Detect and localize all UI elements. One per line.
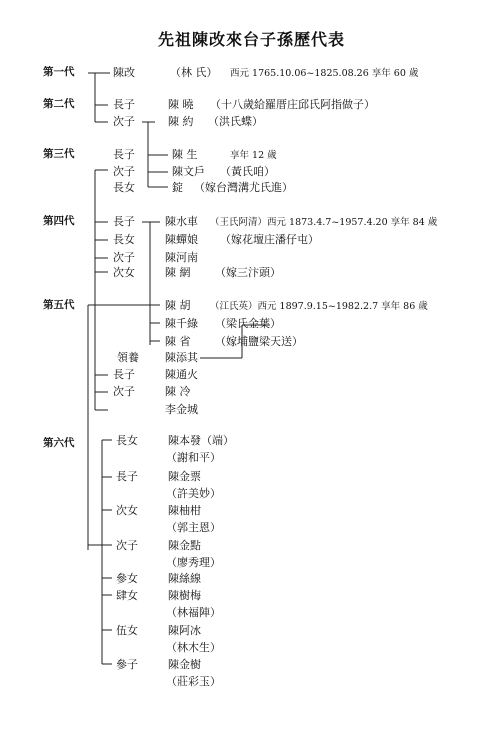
gen6-name: 陳絲線 — [168, 572, 201, 585]
gen6-name: 陳金票 — [168, 470, 201, 483]
gen6-name: 陳柚柑 — [168, 504, 201, 517]
gen5-name: 陳通火 — [165, 368, 198, 381]
gen3-note: （黃氏咱） — [220, 165, 275, 178]
gen5-note: （嫁埔鹽梁天送） — [215, 335, 303, 348]
gen4-name: 陳河南 — [165, 251, 198, 264]
gen2-role: 長子 — [113, 98, 135, 111]
gen6-name: 陳金點 — [168, 539, 201, 552]
gen6-role: 長女 — [116, 434, 138, 447]
gen4-name: 陳水車 — [165, 215, 198, 228]
gen3-note: （嫁台灣溝尤氏進） — [194, 181, 293, 194]
gen4-role: 長女 — [113, 233, 135, 246]
gen6-role: 次女 — [116, 504, 138, 517]
gen5-role: 長子 — [113, 368, 135, 381]
gen5-name: 陳 省 — [165, 335, 191, 348]
gen4-name: 陳蟬娘 — [165, 233, 198, 246]
gen2-note: （洪氏蝶） — [208, 115, 263, 128]
gen6-role: 長子 — [116, 470, 138, 483]
gen4-role: 次子 — [113, 251, 135, 264]
gen5-note: （江氏英）西元 1897.9.15~1982.2.7 享年 86 歲 — [210, 301, 428, 312]
gen3-role: 次子 — [113, 165, 135, 178]
gen6-spouse: （許美妙） — [166, 487, 221, 500]
gen5-name: 陳千綠 — [165, 317, 198, 330]
gen5-role: 次子 — [113, 385, 135, 398]
gen4-note: （嫁花壇庄潘仔屯） — [220, 233, 319, 246]
gen5-name: 陳添其 — [165, 351, 198, 364]
gen6-role: 肆女 — [116, 589, 138, 602]
gen6-role: 次子 — [116, 539, 138, 552]
gen6-spouse: （謝和平） — [166, 451, 221, 464]
gen2-name: 陳 曉 — [168, 98, 194, 111]
gen4-role: 長子 — [113, 215, 135, 228]
gen6-role: 參子 — [116, 658, 138, 671]
gen6-name: 陳樹梅 — [168, 589, 201, 602]
gen1-dates: 西元 1765.10.06~1825.08.26 享年 60 歲 — [230, 68, 419, 79]
gen6-name: 陳本發（端） — [168, 434, 234, 447]
gen6-spouse: （郭主恩） — [166, 521, 221, 534]
gen5-name: 陳 冷 — [165, 385, 191, 398]
gen2-name: 陳 約 — [168, 115, 194, 128]
gen3-note: 享年 12 歲 — [230, 150, 277, 161]
gen1-name: 陳改 — [113, 66, 135, 79]
gen5-note: （梁氏金葉） — [215, 317, 281, 330]
gen6-spouse: （林福陣） — [166, 606, 221, 619]
gen3-name: 錠 — [172, 181, 183, 194]
generation-label-3: 第三代 — [43, 148, 75, 160]
gen4-note: （嫁三汴頭） — [215, 266, 281, 279]
generation-label-6: 第六代 — [43, 437, 75, 449]
gen6-name: 陳金樹 — [168, 658, 201, 671]
generation-label-2: 第二代 — [43, 98, 75, 110]
gen6-spouse: （莊彩玉） — [166, 675, 221, 688]
gen2-note: （十八歲給羅厝庄邱氏阿指做子） — [210, 98, 375, 111]
gen5-name: 陳 胡 — [165, 299, 191, 312]
gen4-role: 次女 — [113, 266, 135, 279]
gen1-spouse: （林 氏） — [170, 66, 218, 79]
generation-label-1: 第一代 — [43, 66, 75, 78]
gen3-name: 陳文戶 — [172, 165, 205, 178]
page-title: 先祖陳改來台子孫歷代表 — [157, 30, 345, 49]
gen4-name: 陳 網 — [165, 266, 191, 279]
gen2-role: 次子 — [113, 115, 135, 128]
gen3-role: 長子 — [113, 148, 135, 161]
gen3-role: 長女 — [113, 181, 135, 194]
gen5-role: 領養 — [117, 351, 139, 364]
generation-label-4: 第四代 — [43, 215, 75, 227]
generation-label-5: 第五代 — [43, 299, 75, 311]
gen4-note: （王氏阿清）西元 1873.4.7~1957.4.20 享年 84 歲 — [210, 217, 438, 228]
gen6-spouse: （廖秀理） — [166, 556, 221, 569]
gen6-name: 陳阿冰 — [168, 624, 201, 637]
gen6-role: 伍女 — [116, 624, 138, 637]
gen6-role: 參女 — [116, 572, 138, 585]
gen5-name: 李金城 — [165, 403, 198, 416]
gen3-name: 陳 生 — [172, 148, 198, 161]
gen6-spouse: （林木生） — [166, 641, 221, 654]
